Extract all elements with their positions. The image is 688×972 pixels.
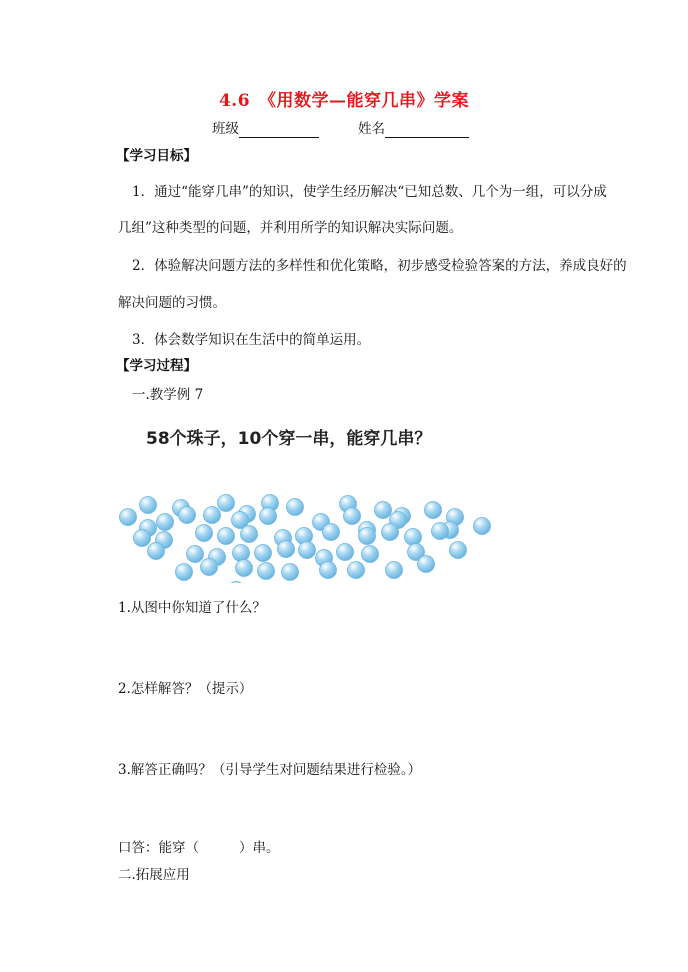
bead <box>204 507 221 524</box>
bead <box>344 508 361 525</box>
page-title: 4.6 《用数学—能穿几串》学案 <box>218 91 470 111</box>
class-field <box>212 120 319 138</box>
bead <box>176 564 193 581</box>
bead <box>323 524 340 541</box>
oral-answer <box>118 839 280 857</box>
goal-1-line-2: 几组”这种类型的问题，并利用所学的知识解决实际问题。 <box>118 220 463 236</box>
name-blank <box>385 123 469 138</box>
bead <box>255 545 272 562</box>
bead <box>337 544 354 561</box>
class-blank <box>239 123 319 138</box>
goal-3: 3．体会数学知识在生活中的简单运用。 <box>132 332 371 348</box>
goal-1-line-1: 1．通过“能穿几串”的知识，使学生经历解决“已知总数、几个为一组，可以分成 <box>132 184 607 200</box>
bead <box>348 562 365 579</box>
bead <box>474 518 491 535</box>
name-label: 姓名 <box>358 121 385 137</box>
bead <box>405 529 422 546</box>
goals-heading: 【学习目标】 <box>116 148 197 164</box>
bead <box>278 541 295 558</box>
bead <box>233 545 250 562</box>
bead <box>450 542 467 559</box>
bead <box>432 523 449 540</box>
bead <box>228 582 245 584</box>
bead <box>218 528 235 545</box>
goal-2-line-1: 2．体验解决问题方法的多样性和优化策略，初步感受检验答案的方法，养成良好的 <box>132 258 627 274</box>
bead <box>320 562 337 579</box>
answer-suffix: ）串。 <box>239 840 280 856</box>
bead <box>120 509 137 526</box>
bead <box>287 499 304 516</box>
example-problem: 58个珠子，10个穿一串，能穿几串？ <box>146 429 432 449</box>
bead <box>362 546 379 563</box>
bead <box>386 562 403 579</box>
section-2-title: 二.拓展应用 <box>118 867 190 883</box>
bead <box>299 542 316 559</box>
bead <box>196 525 213 542</box>
process-heading: 【学习过程】 <box>116 358 197 374</box>
bead <box>359 528 376 545</box>
bead <box>148 543 165 560</box>
goal-2-line-2: 解决问题的习惯。 <box>118 295 226 311</box>
answer-prefix: 口答：能穿（ <box>118 840 199 856</box>
bead <box>382 524 399 541</box>
question-1: 1.从图中你知道了什么？ <box>118 600 266 616</box>
bead <box>201 559 218 576</box>
bead <box>236 560 253 577</box>
bead <box>179 507 196 524</box>
bead <box>260 508 277 525</box>
name-field <box>358 120 469 138</box>
bead <box>140 497 157 514</box>
bead <box>282 564 299 581</box>
bead <box>418 556 435 573</box>
question-2: 2.怎样解答？（提示） <box>118 681 253 697</box>
bead <box>241 526 258 543</box>
bead <box>157 514 174 531</box>
bead <box>218 495 235 512</box>
bead <box>134 530 151 547</box>
bead-illustration <box>110 448 510 583</box>
section-1-title: 一.教学例 7 <box>132 387 204 403</box>
bead <box>258 563 275 580</box>
bead <box>187 546 204 563</box>
bead <box>375 502 392 519</box>
class-label: 班级 <box>212 121 239 137</box>
bead <box>425 502 442 519</box>
question-3: 3.解答正确吗？（引导学生对问题结果进行检验。） <box>118 762 422 778</box>
